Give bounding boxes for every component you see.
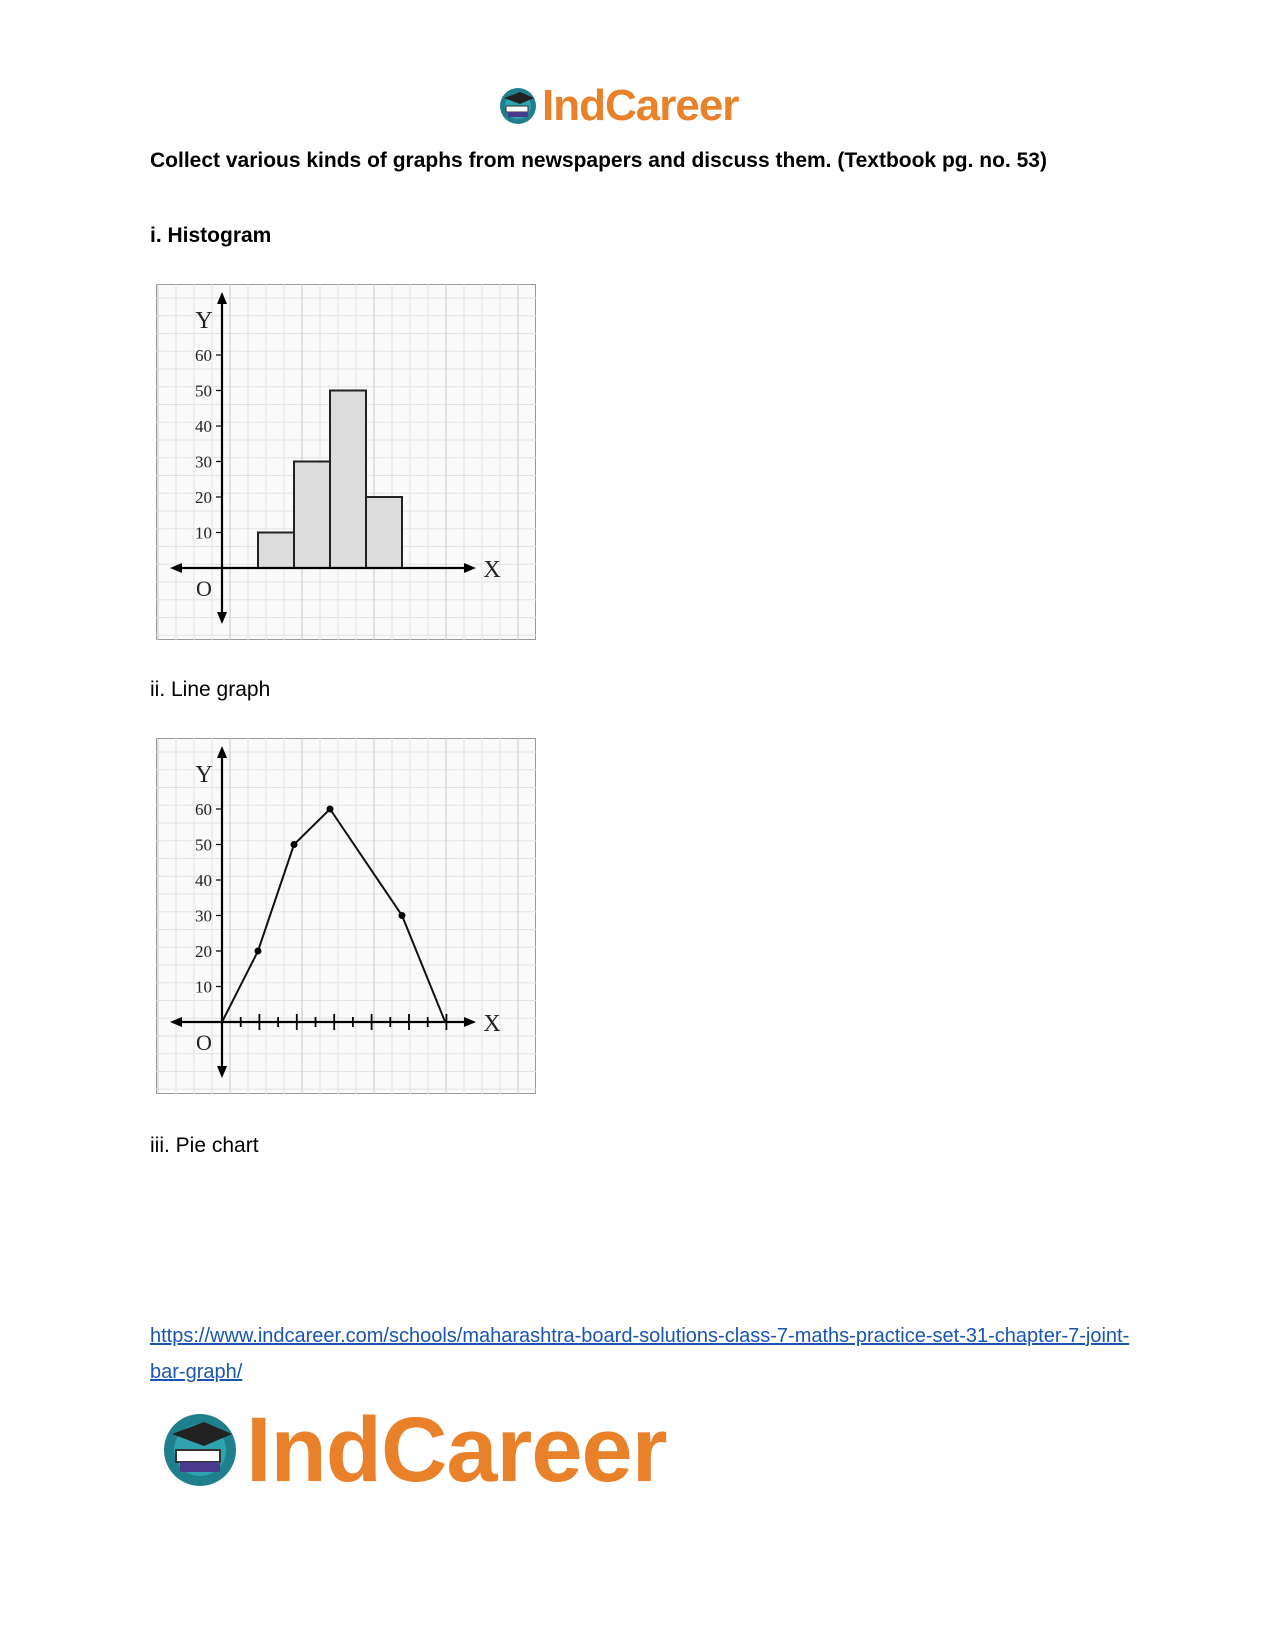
section-label-histogram: i. Histogram [150,224,272,247]
section-label-line-graph: ii. Line graph [150,678,271,701]
section-label-pie-chart: iii. Pie chart [150,1134,259,1157]
histogram-bar [294,462,330,569]
y-tick-label: 50 [195,835,212,855]
brand-name: IndCareer [246,1398,667,1501]
header-logo [498,80,768,132]
histogram-bar [330,391,366,569]
histogram-bar [258,533,294,569]
y-axis-label: Y [195,308,213,334]
y-tick-label: 30 [195,452,212,472]
graduation-globe-icon [498,86,538,126]
line-point [255,948,262,955]
graduation-globe-icon [160,1410,240,1490]
line-point [291,841,298,848]
y-tick-label: 40 [195,871,212,890]
source-link[interactable]: https://www.indcareer.com/schools/maharashtra-board-solutions-class-7-maths-practice-set-31-chapter-7-joint-bar-graph/ [150,1325,1130,1383]
y-tick-label: 10 [195,977,212,997]
y-tick-label: 20 [195,488,212,507]
histogram-bar [366,497,402,568]
brand-name: IndCareer [542,81,739,130]
y-tick-label: 60 [195,346,212,365]
y-axis-label: Y [195,762,213,788]
footer-logo [160,1400,700,1500]
question-text: Collect various kinds of graphs from newspapers and discuss them. (Textbook pg. no. 53) [150,149,1047,172]
y-tick-label: 20 [195,942,212,961]
origin-label: O [196,1030,212,1055]
line-point [399,912,406,919]
line-graph-chart [156,738,536,1094]
y-tick-label: 30 [195,906,212,926]
origin-label: O [196,576,212,601]
histogram-chart [156,284,536,640]
y-tick-label: 10 [195,523,212,543]
line-point [327,806,334,813]
x-axis-label: X [483,1011,501,1037]
y-tick-label: 40 [195,417,212,436]
y-tick-label: 50 [195,381,212,401]
x-axis-label: X [483,557,501,583]
y-tick-label: 60 [195,800,212,819]
chart-frame [157,739,536,1094]
